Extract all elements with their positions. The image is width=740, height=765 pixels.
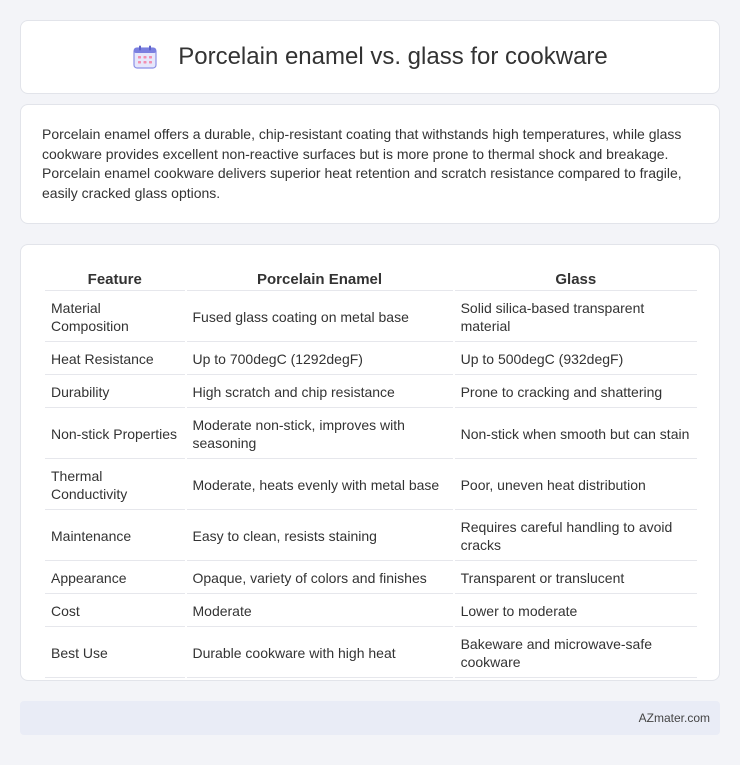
calendar-icon [132, 44, 158, 70]
cell-porcelain: Easy to clean, resists staining [187, 512, 453, 561]
table-row [45, 629, 697, 678]
table-row [45, 461, 697, 510]
cell-glass: Prone to cracking and shattering [455, 377, 697, 408]
cell-porcelain: Moderate [187, 596, 453, 627]
cell-feature: Durability [45, 377, 185, 408]
cell-glass: Non-stick when smooth but can stain [455, 410, 697, 459]
page-title: Porcelain enamel vs. glass for cookware [178, 43, 608, 70]
cell-feature: Material Composition [45, 293, 185, 342]
cell-feature: Appearance [45, 563, 185, 594]
footer [20, 701, 720, 735]
table-row [45, 377, 697, 408]
summary-card [20, 104, 720, 224]
title-wrap [132, 43, 608, 71]
summary-text: Porcelain enamel offers a durable, chip-resistant coating that withstands high temperatures, while glass cookware provides excellent non-reactive surfaces but is more prone to thermal shock and breakage. Porcelain enamel cookware delivers superior heat retention and scratch resistance compared to fragile, easily cracked glass options. [42, 126, 682, 201]
cell-porcelain: High scratch and chip resistance [187, 377, 453, 408]
cell-porcelain: Up to 700degC (1292degF) [187, 344, 453, 375]
cell-glass: Lower to moderate [455, 596, 697, 627]
cell-glass: Bakeware and microwave-safe cookware [455, 629, 697, 678]
comparison-table [43, 265, 699, 680]
cell-feature: Non-stick Properties [45, 410, 185, 459]
cell-porcelain: Opaque, variety of colors and finishes [187, 563, 453, 594]
cell-feature: Cost [45, 596, 185, 627]
cell-glass: Poor, uneven heat distribution [455, 461, 697, 510]
cell-porcelain: Durable cookware with high heat [187, 629, 453, 678]
cell-feature: Best Use [45, 629, 185, 678]
table-card [20, 244, 720, 681]
header-feature: Feature [45, 267, 185, 291]
cell-glass: Transparent or translucent [455, 563, 697, 594]
header-porcelain-enamel: Porcelain Enamel [187, 267, 453, 291]
cell-glass: Up to 500degC (932degF) [455, 344, 697, 375]
cell-glass: Solid silica-based transparent material [455, 293, 697, 342]
table-row [45, 410, 697, 459]
cell-porcelain: Moderate non-stick, improves with seasoning [187, 410, 453, 459]
cell-feature: Thermal Conductivity [45, 461, 185, 510]
table-row [45, 596, 697, 627]
title-card [20, 20, 720, 94]
table-row [45, 512, 697, 561]
cell-feature: Maintenance [45, 512, 185, 561]
table-row [45, 563, 697, 594]
footer-brand[interactable]: AZmater.com [638, 711, 710, 725]
table-row [45, 293, 697, 342]
cell-feature: Heat Resistance [45, 344, 185, 375]
header-glass: Glass [455, 267, 697, 291]
table-row [45, 344, 697, 375]
cell-porcelain: Fused glass coating on metal base [187, 293, 453, 342]
cell-porcelain: Moderate, heats evenly with metal base [187, 461, 453, 510]
cell-glass: Requires careful handling to avoid cracks [455, 512, 697, 561]
table-header-row [45, 267, 697, 291]
